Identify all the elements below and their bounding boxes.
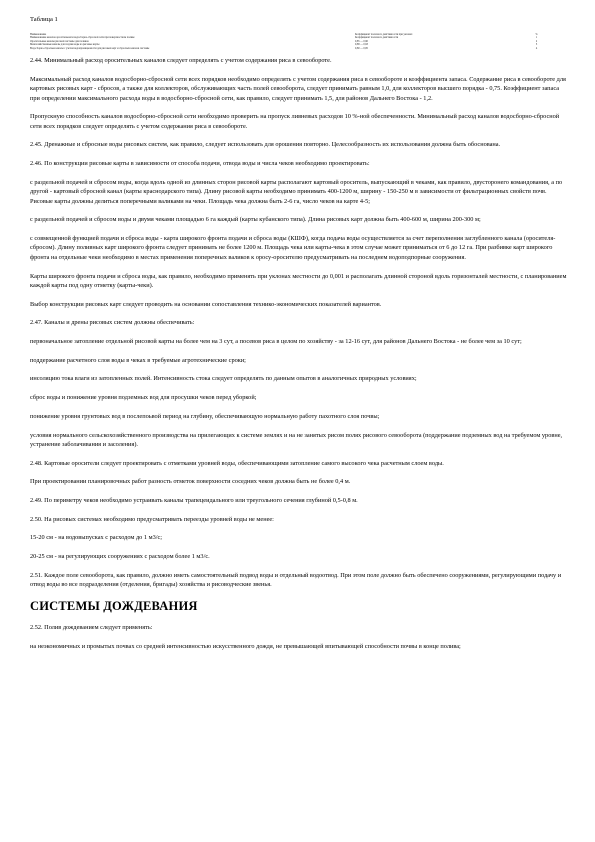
paragraph: инсоляцию тока влаги из затопленных полей. Интенсивность стока следует определять по данным опытов в аналогичных природных условиях; (30, 375, 417, 383)
paragraph: 15-20 см - на водовыпусках с расходом до 1 м3/с; (30, 534, 163, 542)
table-caption: Таблица 1 (30, 16, 58, 23)
paragraph: При проектировании планировочных работ разность отметок поверхности соседних чеков должна быть не более 0,4 м. (30, 478, 351, 486)
paragraph: 2.45. Дренажные и сбросные воды рисовых систем, как правило, следует использовать для орошения повторно. Целесообразность их использования должна быть обоснована. (30, 141, 501, 149)
table-header-cell: Наименование (30, 33, 47, 36)
paragraph: поддержание расчетного слоя воды в чеках в требуемые агротехнические сроки; (30, 356, 246, 364)
table-cell: 2 (535, 39, 538, 43)
paragraph: с раздельной подачей и сбросом воды и двумя чеками площадью 6 га каждый (карты кубанского типа). Длина рисовых карт должна быть 400-600 м, ширина 200-300 м; (30, 216, 481, 224)
table-cell: 0,80 — 0,85 (355, 46, 368, 50)
paragraph: 20-25 см - на регулирующих сооружениях с расходом более 1 м3/с. (30, 553, 210, 561)
table-cell: 0,85 — 0,90 (355, 39, 368, 43)
paragraph: на неэкономичных и промытых почвах со средней интенсивностью искусственного дождя, не превышающей впитывающей способности почвы в конце полива; (30, 642, 461, 650)
data-table (30, 33, 568, 50)
paragraph: 2.49. По периметру чеков необходимо устраивать каналы трапецеидального или треугольного сечения глубиной 0,5-0,8 м. (30, 497, 358, 505)
table-cell: Коэффициент полезного действия сети (355, 36, 399, 40)
section-heading: СИСТЕМЫ ДОЖДЕВАНИЯ (30, 598, 198, 613)
paragraph: Максимальный расход каналов водосборно-сбросной сети всех порядков необходимо определять с учетом содержания риса в севообороте и коэффициента запаса. Содержание риса в севообороте для картовых рисовых карт - сбросов, а также для коллекторов, обслуживающих часть полей севооборота, следует принимать равным 1,0, для коллекторов высшего порядка - 0,75. Коэффициент запаса при определении максимального расхода воды в водосборно-сбросной сети, как правило, следует принимать 1,5, для районов Дальнего Востока - 1,2. (30, 75, 566, 102)
paragraph: понижение уровня грунтовых вод в послепоьвой период на глубину, обеспечивающую нормальную работу пахотного слоя почвы; (30, 412, 380, 420)
table-header-cell: % (535, 33, 538, 36)
paragraph: 2.50. На рисовых системах необходимо предусматривать переезды уровней воды не менее: (30, 515, 274, 523)
paragraph: условия нормального сельскохозяйственного производства на прилегающих к системе землях и на не занятых рисом полях рисового севооборота (поддержание подземных вод на требуемом уровне, устранение заболачивания и засоления). (30, 431, 563, 448)
paragraph: 2.46. По конструкции рисовые карты в зависимости от способа подачи, отвода воды и числа чеков необходимо проектировать: (30, 160, 370, 168)
table-cell: Оросительные каналы рисовой системы для поливов (30, 39, 89, 43)
table-cell: 1 (535, 36, 538, 40)
paragraph: Выбор конструкции рисовых карт следует проводить на основании сопоставления технико-экономических показателей вариантов. (30, 300, 382, 308)
paragraph: 2.47. Каналы и дрены рисовых систем должны обеспечивать: (30, 319, 195, 327)
table-cell: 4 (535, 46, 538, 50)
table-header-cell: Коэффициент полезного действия сети при уклонах (355, 33, 413, 36)
paragraph: 2.48. Картовые оросители следует проектировать с отметками уровней воды, обеспечивающими затопление самого высокого чека расчетным слоем воды. (30, 459, 444, 467)
paragraph: Карты широкого фронта подачи и сброса воды, как правило, необходимо применять при уклонах местности до 0,001 и располагать длинной стороной вдоль горизонталей местности, с планированием каждой карты под одну отметку (карты-чеки). (30, 272, 567, 289)
paragraph: с раздельной подачей и сбросом воды, когда вдоль одной из длинных сторон рисовой карты располагают картовый ороситель, выпускающий в чеками, как правило, двусторонего командования, а по другой - картовый сбросной канал (карты краснодарского типа). Длину рисовой карты необходимо принимать 400-1200 м, ширину - 150-250 м в зависимости от фильтрационных свойств почв. Рисовые карты должны делиться поперечными валиками на чеки. Площадь чека должна быть 2-6 га, число чеков на карте 4-5; (30, 178, 563, 205)
paragraph: 2.51. Каждое поле севооборота, как правило, должно иметь самостоятельный подвод воды и отдельный водоотвод. При этом поле должно быть обеспечено сооружениями, регулирующими подачу и отвод воды во все подразделения (отделения, бригады) хозяйства и рисоводческие звенья. (30, 571, 562, 589)
table-cell: Межхозяйственные каналы для подачи воды на рисовые карты (30, 43, 100, 47)
paragraph: 2.52. Полив дождеванием следует применять: (30, 623, 153, 631)
paragraph: Пропускную способность каналов водосборно-сбросной сети необходимо проверить на пропуск ливневых расходов 10 %-ной обеспеченности. Минимальный расход каналов водосборно-сбросной сети всех порядков следует определять с учетом содержания риса в севообороте. (30, 113, 560, 130)
paragraph: первоначальное затопление отдельной рисовой карты на более чем на 3 сут, а посевов риса в целом по хозяйству - за 12-16 сут, для районов Дальнего Востока - не более чем за 10 сут; (30, 338, 522, 346)
paragraph: 2.44. Минимальный расход оросительных каналов следует определять с учетом содержания риса в севообороте. (30, 57, 332, 65)
table-cell: 3 (535, 43, 538, 47)
paragraph: с совмещенной функцией подачи и сброса воды - карта широкого фронта подачи и сброса воды (КШФ), когда подача воды осуществляется за счет переполнения заглубленного канала (оросителя-сбросом). Длину поливных карт широкого фронта следует принимать не более 1200 м. Площадь чека или карты-чека в этом случае может приниматься от 6 до 12 га. При разбивке карт широкого фронта на отдельные чеки необходимо в местах применения поперечных валиков к оросу-оросителю предусматривать на последнем водоподпорные сооружения. (30, 234, 556, 261)
table-row (30, 47, 568, 50)
paragraph: сброс воды и понижение уровня подземных вод для просушки чеков перед уборкой; (30, 394, 257, 402)
table-cell: Наименование каналов оросительной и водосборно-сбросной сети при поверхностном поливе (30, 36, 135, 40)
table-cell: 0,88 — 0,93 (355, 43, 368, 47)
table-cell: Водосборно-сбросные каналы с учетом водопроницаемости для рисовых карт и сбросных каналов системы (30, 46, 150, 50)
document-page (30, 16, 568, 660)
